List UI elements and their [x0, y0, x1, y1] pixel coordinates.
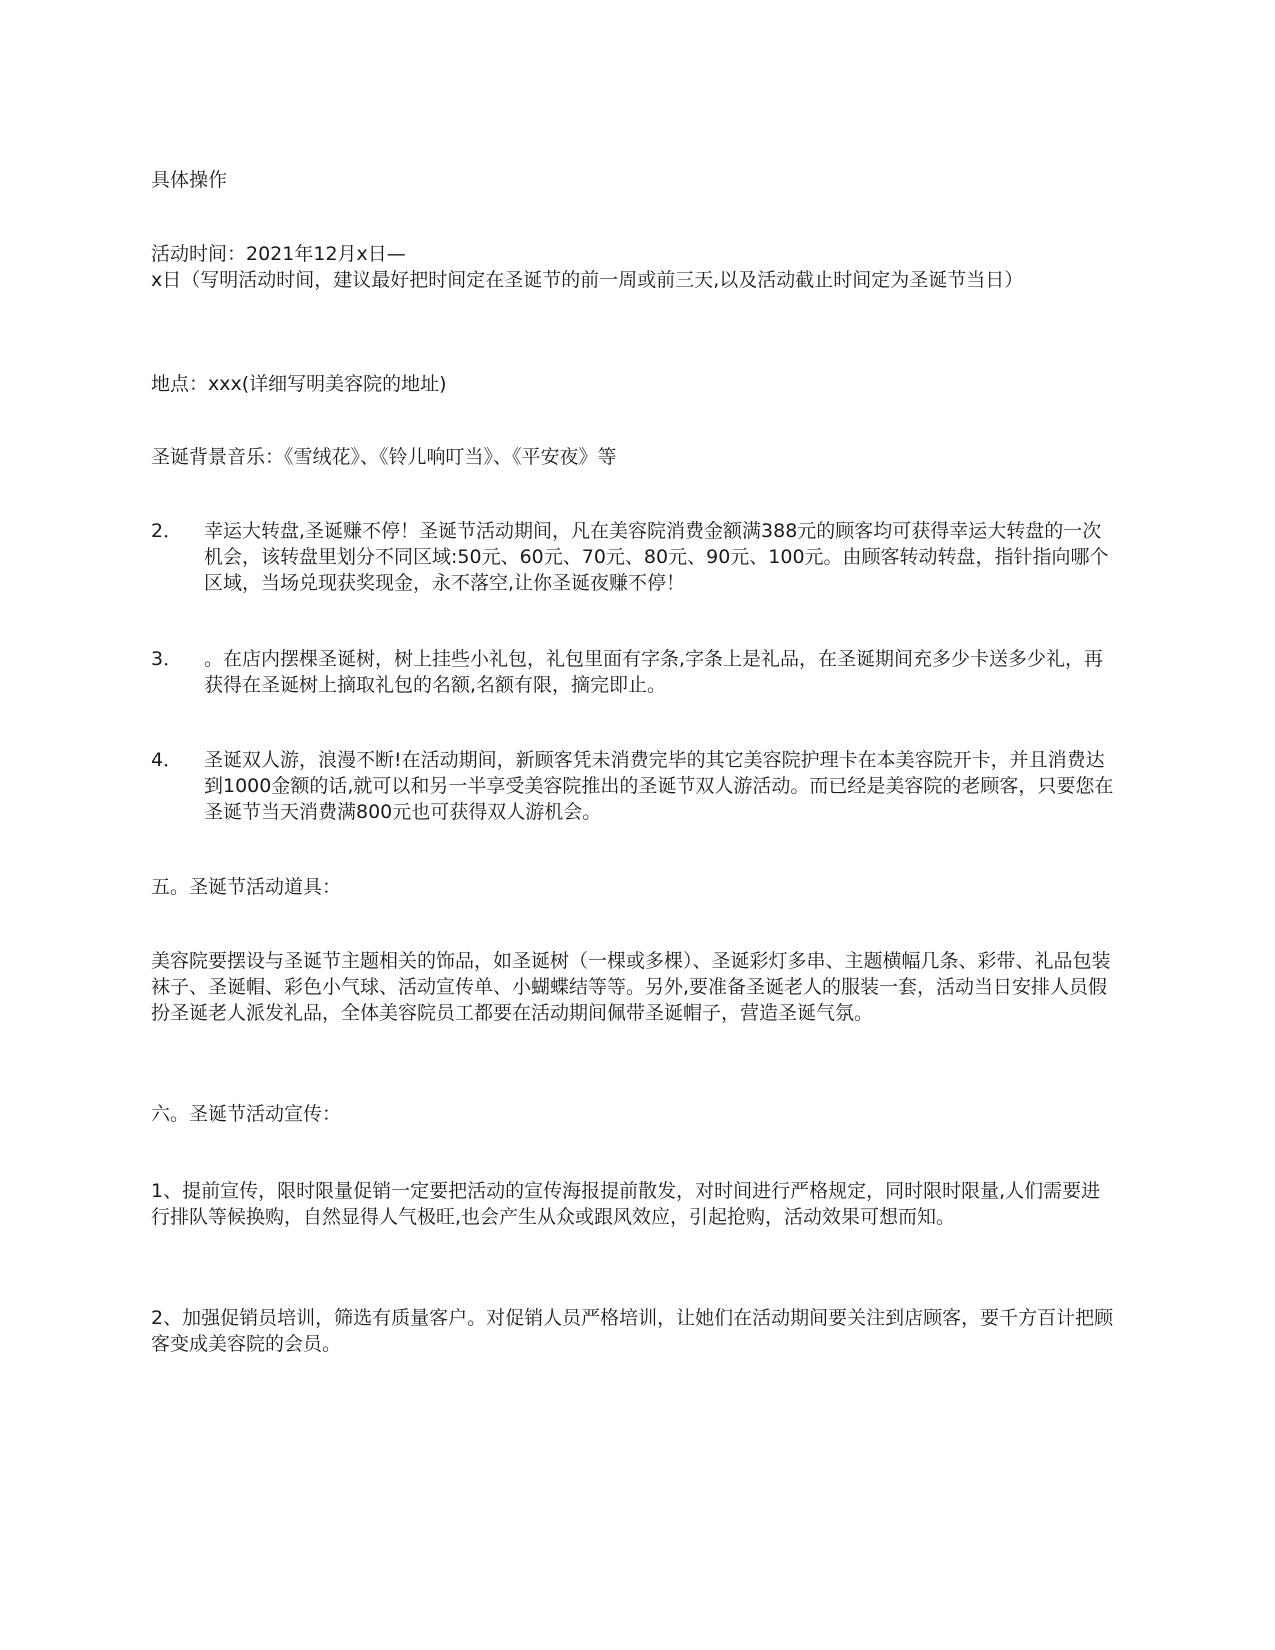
section-6-paragraph-2: 2、加强促销员培训，筛选有质量客户。对促销人员严格培训，让她们在活动期间要关注到店顾客，要千方百计把顾客变成美容院的会员。 [151, 1307, 1114, 1355]
list-item-number: 2． [151, 520, 183, 542]
doc-heading: 具体操作 [151, 169, 228, 191]
list-item-number: 3． [151, 648, 183, 670]
list-item-number: 4． [151, 749, 183, 771]
section-5-title: 五。圣诞节活动道具： [151, 876, 342, 898]
list-item-text: 。在店内摆棵圣诞树，树上挂些小礼包，礼包里面有字条,字条上是礼品，在圣诞期间充多少卡送多少礼，再获得在圣诞树上摘取礼包的名额,名额有限，摘完即止。 [204, 648, 1104, 696]
activity-time: 活动时间：2021年12月x日— x日（写明活动时间，建议最好把时间定在圣诞节的前一周或前三天,以及活动截止时间定为圣诞节当日） [151, 243, 1024, 291]
list-item-text: 圣诞双人游，浪漫不断!在活动期间，新顾客凭未消费完毕的其它美容院护理卡在本美容院开卡，并且消费达到1000金额的话,就可以和另一半享受美容院推出的圣诞节双人游活动。而已经是美容院的老顾客，只要您在圣诞节当天消费满800元也可获得双人游机会。 [204, 749, 1114, 823]
list-item-2 [151, 518, 1116, 596]
section-5-text: 美容院要摆设与圣诞节主题相关的饰品，如圣诞树（一棵或多棵）、圣诞彩灯多串、主题横幅几条、彩带、礼品包装袜子、圣诞帽、彩色小气球、活动宣传单、小蝴蝶结等等。另外,要准备圣诞老人的服装一套，活动当日安排人员假扮圣诞老人派发礼品，全体美容院员工都要在活动期间佩带圣诞帽子，营造圣诞气氛。 [151, 950, 1111, 1024]
list-item-4 [151, 747, 1116, 825]
section-6-paragraph-1: 1、提前宣传，限时限量促销一定要把活动的宣传海报提前散发，对时间进行严格规定，同时限时限量,人们需要进行排队等候换购，自然显得人气极旺,也会产生从众或跟风效应，引起抢购，活动效果可想而知。 [151, 1180, 1101, 1228]
background-music: 圣诞背景音乐：《雪绒花》、《铃儿响叮当》、《平安夜》等 [151, 446, 617, 468]
list-item-3 [151, 646, 1116, 698]
activity-place: 地点：xxx(详细写明美容院的地址) [151, 373, 447, 395]
section-6-title: 六。圣诞节活动宣传： [151, 1103, 342, 1125]
list-item-text: 幸运大转盘,圣诞赚不停！圣诞节活动期间，凡在美容院消费金额满388元的顾客均可获得幸运大转盘的一次机会，该转盘里划分不同区域:50元、60元、70元、80元、90元、100元。由顾客转动转盘，指针指向哪个区域，当场兑现获奖现金，永不落空,让你圣诞夜赚不停！ [204, 520, 1109, 594]
